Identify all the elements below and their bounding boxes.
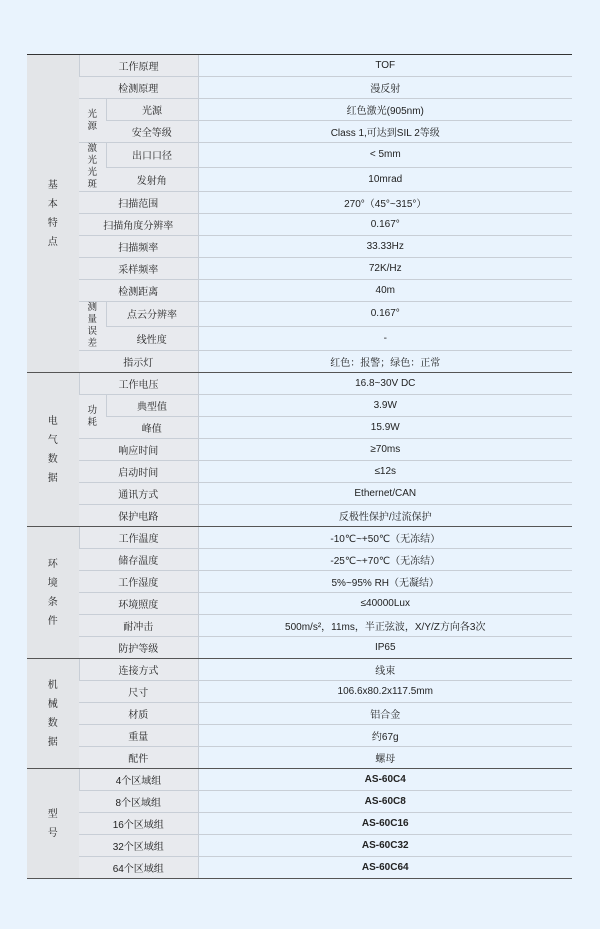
spec-label: 光源 bbox=[106, 99, 198, 121]
table-row bbox=[27, 659, 572, 681]
spec-label: 检测距离 bbox=[79, 280, 198, 302]
table-row bbox=[27, 280, 572, 302]
table-row bbox=[27, 483, 572, 505]
table-row bbox=[27, 681, 572, 703]
spec-label: 安全等级 bbox=[106, 121, 198, 143]
spec-label: 配件 bbox=[79, 747, 198, 769]
spec-label: 线性度 bbox=[106, 326, 198, 351]
subcategory-cell: 功 耗 bbox=[79, 395, 106, 439]
spec-value: 约67g bbox=[198, 725, 572, 747]
table-row bbox=[27, 813, 572, 835]
spec-table-body bbox=[27, 55, 572, 879]
spec-value: IP65 bbox=[198, 637, 572, 659]
table-row bbox=[27, 769, 572, 791]
spec-value: AS-60C4 bbox=[198, 769, 572, 791]
spec-label: 8个区域组 bbox=[79, 791, 198, 813]
spec-label: 工作原理 bbox=[79, 55, 198, 77]
spec-value: 反极性保护/过流保护 bbox=[198, 505, 572, 527]
table-row bbox=[27, 637, 572, 659]
table-row bbox=[27, 527, 572, 549]
spec-value: 线束 bbox=[198, 659, 572, 681]
spec-label: 环境照度 bbox=[79, 593, 198, 615]
table-row bbox=[27, 167, 572, 192]
spec-value: ≤12s bbox=[198, 461, 572, 483]
category-cell: 基 本 特 点 bbox=[27, 55, 79, 373]
spec-value: 3.9W bbox=[198, 395, 572, 417]
spec-label: 扫描角度分辨率 bbox=[79, 214, 198, 236]
spec-value: 0.167° bbox=[198, 214, 572, 236]
spec-value: AS-60C8 bbox=[198, 791, 572, 813]
spec-value: < 5mm bbox=[198, 143, 572, 168]
spec-value: 500m/s²，11ms，半正弦波，X/Y/Z方向各3次 bbox=[198, 615, 572, 637]
spec-label: 典型值 bbox=[106, 395, 198, 417]
spec-label: 连接方式 bbox=[79, 659, 198, 681]
table-row bbox=[27, 121, 572, 143]
category-cell: 环 境 条 件 bbox=[27, 527, 79, 659]
spec-label: 保护电路 bbox=[79, 505, 198, 527]
table-row bbox=[27, 77, 572, 99]
spec-value: 10mrad bbox=[198, 167, 572, 192]
table-row bbox=[27, 791, 572, 813]
table-row bbox=[27, 703, 572, 725]
spec-value: 铝合金 bbox=[198, 703, 572, 725]
spec-label: 工作电压 bbox=[79, 373, 198, 395]
spec-label: 32个区域组 bbox=[79, 835, 198, 857]
table-row bbox=[27, 725, 572, 747]
table-row bbox=[27, 192, 572, 214]
spec-label: 16个区域组 bbox=[79, 813, 198, 835]
table-row bbox=[27, 593, 572, 615]
table-row bbox=[27, 395, 572, 417]
table-row bbox=[27, 747, 572, 769]
spec-value: 16.8~30V DC bbox=[198, 373, 572, 395]
spec-value: 红色激光(905nm) bbox=[198, 99, 572, 121]
spec-label: 尺寸 bbox=[79, 681, 198, 703]
spec-value: - bbox=[198, 326, 572, 351]
spec-value: AS-60C64 bbox=[198, 857, 572, 879]
spec-label: 峰值 bbox=[106, 417, 198, 439]
spec-label: 重量 bbox=[79, 725, 198, 747]
spec-value: TOF bbox=[198, 55, 572, 77]
spec-value: ≤40000Lux bbox=[198, 593, 572, 615]
spec-table-container bbox=[27, 54, 572, 879]
spec-value: 0.167° bbox=[198, 302, 572, 327]
spec-value: 螺母 bbox=[198, 747, 572, 769]
spec-label: 64个区域组 bbox=[79, 857, 198, 879]
table-row bbox=[27, 326, 572, 351]
spec-value: AS-60C16 bbox=[198, 813, 572, 835]
spec-label: 耐冲击 bbox=[79, 615, 198, 637]
subcategory-cell: 测 量 误 差 bbox=[79, 302, 106, 351]
table-row bbox=[27, 351, 572, 373]
spec-label: 工作温度 bbox=[79, 527, 198, 549]
spec-value: ≥70ms bbox=[198, 439, 572, 461]
spec-value: Ethernet/CAN bbox=[198, 483, 572, 505]
table-row bbox=[27, 302, 572, 327]
spec-label: 防护等级 bbox=[79, 637, 198, 659]
spec-value: 红色：报警；绿色：正常 bbox=[198, 351, 572, 373]
spec-value: 106.6x80.2x117.5mm bbox=[198, 681, 572, 703]
table-row bbox=[27, 615, 572, 637]
table-row bbox=[27, 236, 572, 258]
subcategory-cell: 光 源 bbox=[79, 99, 106, 143]
spec-label: 点云分辨率 bbox=[106, 302, 198, 327]
spec-label: 指示灯 bbox=[79, 351, 198, 373]
table-row bbox=[27, 505, 572, 527]
spec-value: 漫反射 bbox=[198, 77, 572, 99]
table-row bbox=[27, 99, 572, 121]
table-row bbox=[27, 571, 572, 593]
spec-label: 采样频率 bbox=[79, 258, 198, 280]
spec-label: 发射角 bbox=[106, 167, 198, 192]
spec-label: 启动时间 bbox=[79, 461, 198, 483]
category-cell: 机 械 数 据 bbox=[27, 659, 79, 769]
subcategory-cell: 激 光 光 斑 bbox=[79, 143, 106, 192]
spec-label: 储存温度 bbox=[79, 549, 198, 571]
table-row bbox=[27, 258, 572, 280]
table-row bbox=[27, 143, 572, 168]
table-row bbox=[27, 549, 572, 571]
category-cell: 电 气 数 据 bbox=[27, 373, 79, 527]
spec-label: 响应时间 bbox=[79, 439, 198, 461]
table-row bbox=[27, 417, 572, 439]
category-cell: 型 号 bbox=[27, 769, 79, 879]
spec-label: 通讯方式 bbox=[79, 483, 198, 505]
spec-value: Class 1,可达到SIL 2等级 bbox=[198, 121, 572, 143]
table-row bbox=[27, 439, 572, 461]
spec-value: -25℃~+70℃（无冻结） bbox=[198, 549, 572, 571]
table-row bbox=[27, 214, 572, 236]
spec-value: 40m bbox=[198, 280, 572, 302]
spec-label: 扫描范围 bbox=[79, 192, 198, 214]
table-row bbox=[27, 857, 572, 879]
spec-label: 扫描频率 bbox=[79, 236, 198, 258]
spec-table bbox=[27, 54, 572, 879]
spec-value: 270°（45°~315°） bbox=[198, 192, 572, 214]
table-row bbox=[27, 373, 572, 395]
table-row bbox=[27, 461, 572, 483]
spec-value: -10℃~+50℃（无冻结） bbox=[198, 527, 572, 549]
spec-value: 15.9W bbox=[198, 417, 572, 439]
table-row bbox=[27, 835, 572, 857]
spec-label: 4个区域组 bbox=[79, 769, 198, 791]
spec-label: 材质 bbox=[79, 703, 198, 725]
table-row bbox=[27, 55, 572, 77]
spec-label: 检测原理 bbox=[79, 77, 198, 99]
spec-value: AS-60C32 bbox=[198, 835, 572, 857]
spec-value: 33.33Hz bbox=[198, 236, 572, 258]
spec-label: 工作湿度 bbox=[79, 571, 198, 593]
spec-value: 72K/Hz bbox=[198, 258, 572, 280]
spec-value: 5%~95% RH（无凝结） bbox=[198, 571, 572, 593]
spec-label: 出口口径 bbox=[106, 143, 198, 168]
